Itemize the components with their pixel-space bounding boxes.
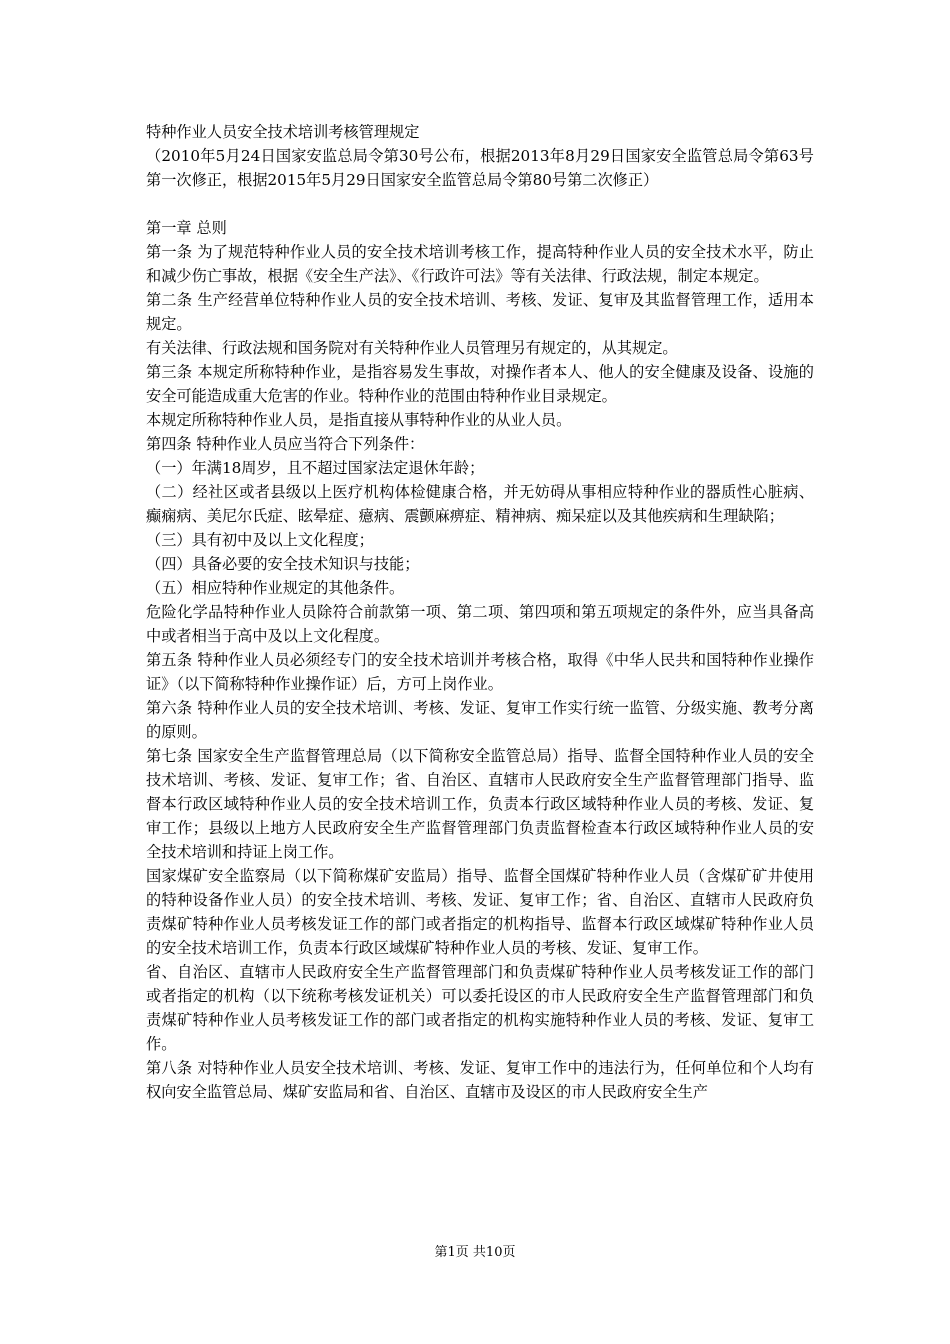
article-4-paragraph-2: 危险化学品特种作业人员除符合前款第一项、第二项、第四项和第五项规定的条件外，应当具备高中或者相当于高中及以上文化程度。 — [146, 603, 814, 645]
article-4-item-3: （三）具有初中及以上文化程度； — [146, 531, 374, 549]
article-4-item-5: （五）相应特种作业规定的其他条件。 — [146, 579, 405, 597]
article-2-paragraph-2: 有关法律、行政法规和国务院对有关特种作业人员管理另有规定的，从其规定。 — [146, 339, 678, 357]
blank-line — [146, 192, 814, 216]
chapter-heading: 第一章 总则 — [146, 219, 227, 237]
article-7-paragraph-2: 国家煤矿安全监察局（以下简称煤矿安监局）指导、监督全国煤矿特种作业人员（含煤矿矿井使用的特种设备作业人员）的安全技术培训、考核、发证、复审工作；省、自治区、直辖市人民政府负责煤矿特种作业人员考核发证工作的部门或者指定的机构指导、监督本行政区域煤矿特种作业人员的安全技术培训工作，负责本行政区域煤矿特种作业人员的考核、发证、复审工作。 — [146, 867, 814, 957]
article-4-item-1: （一）年满18周岁，且不超过国家法定退休年龄； — [146, 459, 485, 477]
article-7: 第七条 国家安全生产监督管理总局（以下简称安全监管总局）指导、监督全国特种作业人员的安全技术培训、考核、发证、复审工作；省、自治区、直辖市人民政府安全生产监督管理部门指导、监督本行政区域特种作业人员的安全技术培训工作，负责本行政区域特种作业人员的考核、发证、复审工作；县级以上地方人民政府安全生产监督管理部门负责监督检查本行政区域特种作业人员的安全技术培训和持证上岗工作。 — [146, 747, 814, 861]
article-3-paragraph-2: 本规定所称特种作业人员，是指直接从事特种作业的从业人员。 — [146, 411, 572, 429]
article-4-item-2: （二）经社区或者县级以上医疗机构体检健康合格，并无妨碍从事相应特种作业的器质性心脏病、癫痫病、美尼尔氏症、眩晕症、癔病、震颤麻痹症、精神病、痴呆症以及其他疾病和生理缺陷； — [146, 483, 814, 525]
article-3: 第三条 本规定所称特种作业，是指容易发生事故，对操作者本人、他人的安全健康及设备、设施的安全可能造成重大危害的作业。特种作业的范围由特种作业目录规定。 — [146, 363, 814, 405]
document-body — [146, 120, 814, 1104]
document-subtitle: （2010年5月24日国家安监总局令第30号公布，根据2013年8月29日国家安全监管总局令第63号第一次修正，根据2015年5月29日国家安全监管总局令第80号第二次修正） — [146, 147, 814, 189]
article-8: 第八条 对特种作业人员安全技术培训、考核、发证、复审工作中的违法行为，任何单位和个人均有权向安全监管总局、煤矿安监局和省、自治区、直辖市及设区的市人民政府安全生产 — [146, 1059, 814, 1101]
page-number-footer: 第1页 共10页 — [434, 1245, 516, 1260]
article-1: 第一条 为了规范特种作业人员的安全技术培训考核工作，提高特种作业人员的安全技术水平，防止和减少伤亡事故，根据《安全生产法》、《行政许可法》等有关法律、行政法规，制定本规定。 — [146, 243, 814, 285]
article-5: 第五条 特种作业人员必须经专门的安全技术培训并考核合格，取得《中华人民共和国特种作业操作证》（以下简称特种作业操作证）后，方可上岗作业。 — [146, 651, 814, 693]
article-2: 第二条 生产经营单位特种作业人员的安全技术培训、考核、发证、复审及其监督管理工作，适用本规定。 — [146, 291, 814, 333]
article-7-paragraph-3: 省、自治区、直辖市人民政府安全生产监督管理部门和负责煤矿特种作业人员考核发证工作的部门或者指定的机构（以下统称考核发证机关）可以委托设区的市人民政府安全生产监督管理部门和负责煤矿特种作业人员考核发证工作的部门或者指定的机构实施特种作业人员的考核、发证、复审工作。 — [146, 963, 814, 1053]
document-title: 特种作业人员安全技术培训考核管理规定 — [146, 123, 420, 141]
article-4-item-4: （四）具备必要的安全技术知识与技能； — [146, 555, 420, 573]
article-4: 第四条 特种作业人员应当符合下列条件： — [146, 435, 425, 453]
article-6: 第六条 特种作业人员的安全技术培训、考核、发证、复审工作实行统一监管、分级实施、教考分离的原则。 — [146, 699, 814, 741]
